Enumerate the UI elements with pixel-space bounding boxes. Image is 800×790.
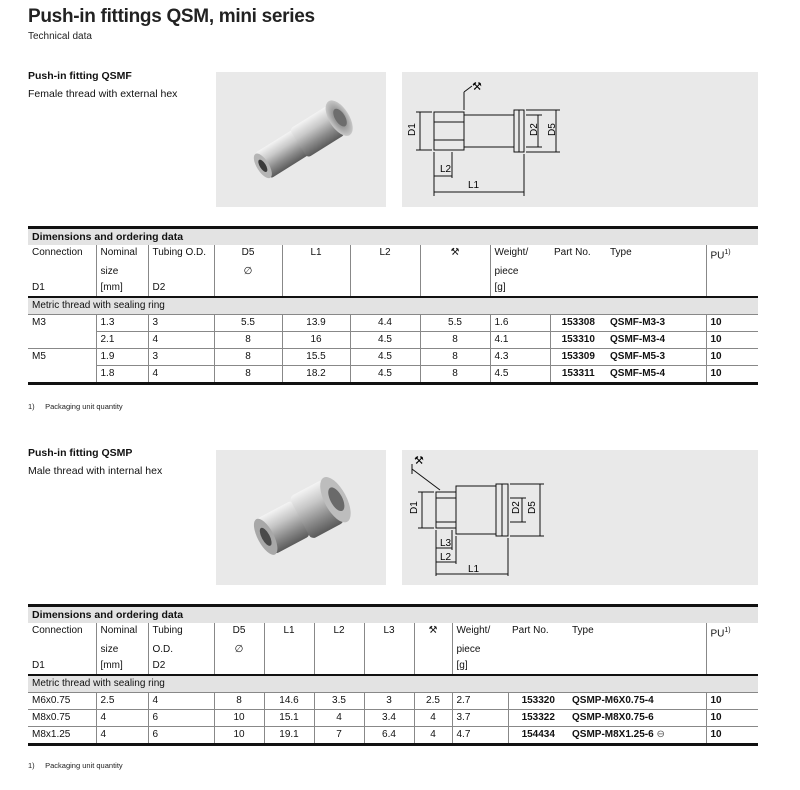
qsmp-head-tubing: Tubing — [148, 623, 214, 642]
qsmf-label-d1: D1 — [407, 123, 418, 136]
qsmf-head-l1: L1 — [282, 245, 350, 264]
qsmp-footnote: 1) Packaging unit quantity — [28, 761, 123, 770]
qsmp-label-l3: L3 — [440, 538, 452, 549]
qsmf-head-d5: D5 — [214, 245, 282, 264]
qsmf-subtitle: Female thread with external hex — [28, 88, 178, 100]
qsmp-head-partno: Part No. — [512, 625, 549, 636]
qsmf-head-weight: Weight/ — [490, 245, 550, 264]
qsmf-table — [28, 226, 758, 385]
qsmf-head-nominal-unit: [mm] — [96, 280, 148, 297]
qsmp-label-d1: D1 — [409, 501, 420, 514]
qsmf-head-l2: L2 — [350, 245, 420, 264]
qsmf-label-d5: D5 — [547, 123, 558, 136]
qsmp-label-l2: L2 — [440, 552, 452, 563]
qsmf-dimension-drawing — [402, 72, 758, 207]
qsmp-head-type: Type — [572, 625, 594, 636]
qsmf-head-tubing-d2: D2 — [148, 280, 214, 297]
qsmf-head-nominal: Nominal — [96, 245, 148, 264]
qsmp-head-connection: Connection — [32, 625, 83, 636]
qsmp-table-caption: Dimensions and ordering data — [28, 606, 758, 624]
table-row: 1.8 4 8 18.2 4.5 8 4.5 153311 QSMF-M5-4 10 — [28, 366, 758, 384]
qsmp-type-cell: QSMP-M8X1.25-6 ⊖ — [568, 727, 706, 745]
qsmf-footnote: 1) Packaging unit quantity — [28, 402, 123, 411]
qsmp-label-d5: D5 — [527, 501, 538, 514]
table-row: M8x1.25 4 6 10 19.1 7 6.4 4 4.7 154434 QSMP-M8X1.25-6 ⊖ 10 — [28, 727, 758, 745]
qsmf-label-d2: D2 — [529, 123, 540, 136]
qsmp-head-d5: D5 — [214, 623, 264, 642]
qsmp-head-l3: L3 — [364, 623, 414, 642]
qsmp-drawing-wrench-icon: ⚒ — [414, 455, 424, 467]
qsmf-head-nominal-2: size — [96, 264, 148, 280]
qsmp-head-weight-unit: [g] — [452, 658, 508, 675]
qsmp-title: Push-in fitting QSMP — [28, 447, 133, 459]
qsmf-label-l2: L2 — [440, 164, 452, 175]
qsmp-head-l1: L1 — [264, 623, 314, 642]
qsmp-head-tubing-d2: D2 — [148, 658, 214, 675]
qsmf-head-connection: Connection — [32, 247, 83, 258]
qsmp-subtitle: Male thread with internal hex — [28, 465, 163, 477]
qsmp-label-l1: L1 — [468, 564, 480, 575]
qsmp-product-photo — [216, 450, 386, 585]
qsmf-drawing-wrench-icon: ⚒ — [472, 81, 482, 93]
qsmp-head-pu: PU$^{1)}$ — [706, 623, 758, 642]
table-row: M5 1.9 3 8 15.5 4.5 8 4.3 153309 QSMF-M5-3 10 — [28, 349, 758, 366]
qsmp-head-nominal: Nominal — [96, 623, 148, 642]
qsmf-title: Push-in fitting QSMF — [28, 70, 132, 82]
qsmf-head-weight-2: piece — [490, 264, 550, 280]
qsmp-head-nominal-2: size — [96, 642, 148, 658]
qsmf-product-photo — [216, 72, 386, 207]
qsmp-head-connection-d1: D1 — [32, 660, 45, 672]
page-subtitle: Technical data — [28, 31, 92, 42]
page-title: Push-in fittings QSM, mini series — [28, 6, 315, 27]
qsmf-label-l1: L1 — [468, 180, 480, 191]
wrench-icon: ⚒ — [414, 623, 452, 642]
qsmf-head-pu: PU$^{1)}$ — [706, 245, 758, 264]
qsmp-head-weight-2: piece — [452, 642, 508, 658]
table-row: M8x0.75 4 6 10 15.1 4 3.4 4 3.7 153322 QSMP-M8X0.75-6 10 — [28, 710, 758, 727]
qsmp-label-d2: D2 — [511, 501, 522, 514]
qsmf-head-weight-unit: [g] — [490, 280, 550, 297]
qsmf-table-caption: Dimensions and ordering data — [28, 228, 758, 246]
qsmf-head-tubing: Tubing O.D. — [148, 245, 214, 264]
qsmp-group-label: Metric thread with sealing ring — [28, 675, 758, 693]
wrench-icon: ⚒ — [420, 245, 490, 264]
qsmf-group-label: Metric thread with sealing ring — [28, 297, 758, 315]
qsmp-head-d5-symbol: ∅ — [214, 642, 264, 658]
qsmf-head-partno: Part No. — [554, 247, 591, 258]
qsmf-head-type: Type — [610, 247, 632, 258]
qsmp-dimension-drawing — [402, 450, 758, 585]
seal-ring-icon: ⊖ — [656, 729, 665, 741]
table-row: 2.1 4 8 16 4.5 8 4.1 153310 QSMF-M3-4 10 — [28, 332, 758, 349]
table-row: M6x0.75 2.5 4 8 14.6 3.5 3 2.5 2.7 153320 QSMP-M6X0.75-4 10 — [28, 693, 758, 710]
qsmp-head-weight: Weight/ — [452, 623, 508, 642]
qsmf-head-connection-d1: D1 — [32, 282, 45, 294]
qsmp-table — [28, 604, 758, 746]
qsmf-head-d5-symbol: ∅ — [214, 264, 282, 280]
table-row: M3 1.3 3 5.5 13.9 4.4 5.5 1.6 153308 QSMF-M3-3 10 — [28, 315, 758, 332]
qsmp-head-tubing-2: O.D. — [148, 642, 214, 658]
qsmp-head-l2: L2 — [314, 623, 364, 642]
qsmp-head-nominal-unit: [mm] — [96, 658, 148, 675]
